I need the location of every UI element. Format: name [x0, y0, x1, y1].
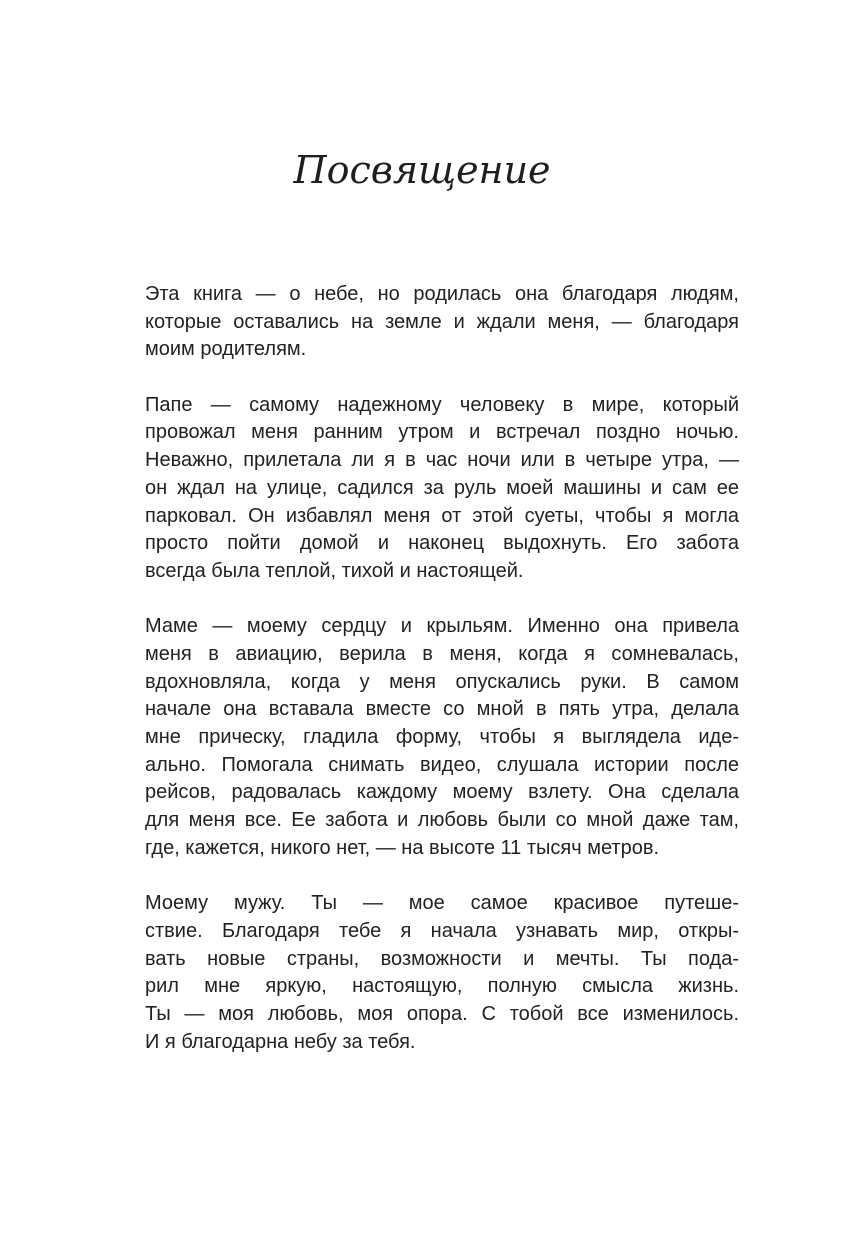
text-line: где, кажется, никого нет, — на высоте 11 тысяч метров. — [145, 836, 660, 859]
text-line: Неважно, прилетала ли я в час ночи или в четыре утра, — — [145, 449, 739, 472]
text-line: провожал меня ранним утром и встречал поздно ночью. — [145, 421, 739, 444]
text-line: Маме — моему сердцу и крыльям. Именно она привела — [145, 615, 739, 638]
paragraph — [145, 392, 739, 586]
text-line: Моему мужу. Ты — мое самое красивое путеше- — [145, 892, 739, 915]
text-line: которые оставались на земле и ждали меня, — благодаря — [145, 310, 739, 333]
paragraph — [145, 890, 739, 1056]
dedication-text — [145, 281, 739, 1084]
text-line: Ты — моя любовь, моя опора. С тобой все изменилось. — [145, 1002, 739, 1025]
text-line: рейсов, радовалась каждому моему взлету. Она сделала — [145, 781, 739, 804]
text-line: И я благодарна небу за тебя. — [145, 1030, 416, 1053]
text-line: парковал. Он избавлял меня от этой суеты, чтобы я могла — [145, 504, 739, 527]
paragraph — [145, 281, 739, 364]
page-title: Посвящение — [293, 148, 551, 192]
text-line: мне прическу, гладила форму, чтобы я выглядела иде- — [145, 726, 739, 748]
text-line: начале она вставала вместе со мной в пять утра, делала — [145, 698, 739, 721]
text-line: всегда была теплой, тихой и настоящей. — [145, 559, 524, 582]
text-line: вать новые страны, возможности и мечты. Ты пода- — [145, 947, 739, 970]
text-line: вдохновляла, когда у меня опускались руки. В самом — [145, 670, 739, 693]
text-line: для меня все. Ее забота и любовь были со мной даже там, — [145, 809, 739, 832]
text-line: моим родителям. — [145, 338, 307, 361]
text-line: Папе — самому надежному человеку в мире, который — [145, 393, 739, 416]
text-line: рил мне яркую, настоящую, полную смысла жизнь. — [145, 975, 739, 998]
text-line: Эта книга — о небе, но родилась она благодаря людям, — [145, 283, 739, 305]
text-line: он ждал на улице, садился за руль моей машины и сам ее — [145, 476, 739, 499]
paragraph — [145, 613, 739, 862]
text-line: меня в авиацию, верила в меня, когда я сомневалась, — [145, 642, 739, 665]
text-line: ально. Помогала снимать видео, слушала истории после — [145, 753, 739, 776]
text-line: ствие. Благодаря тебе я начала узнавать мир, откры- — [145, 919, 739, 942]
text-line: просто пойти домой и наконец выдохнуть. Его забота — [145, 532, 739, 555]
